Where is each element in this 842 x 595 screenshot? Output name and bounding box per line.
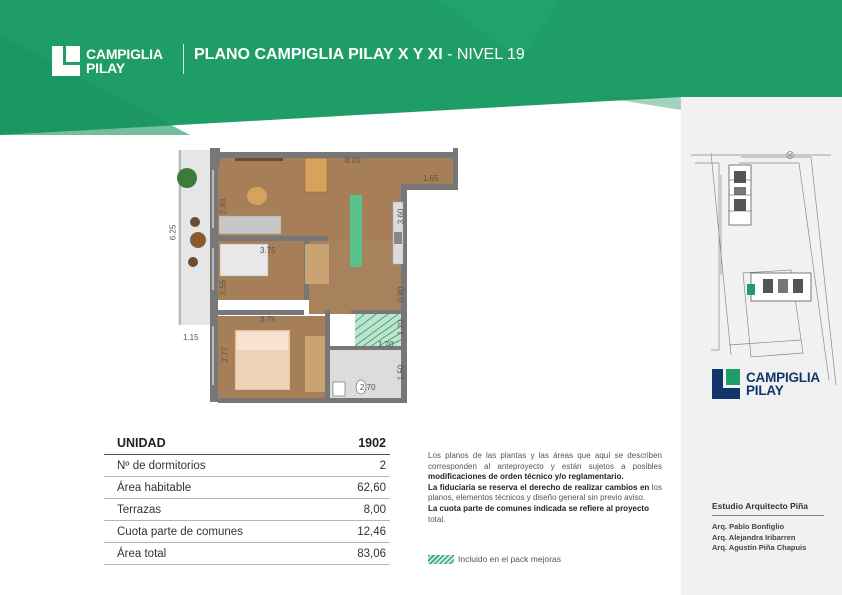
page-title — [194, 46, 525, 64]
unit-table-header — [104, 432, 390, 455]
table-row — [104, 499, 390, 521]
side-brand-line1: CAMPIGLIA — [746, 370, 820, 385]
note-text: los planos, elementos técnicos y diseño general sin previo aviso. — [428, 482, 663, 503]
note-text: total. — [428, 514, 446, 524]
dim-1-15: 1.15 — [183, 333, 199, 342]
dim-2-55: 2.55 — [218, 279, 228, 296]
architect-name: Arq. Agustín Piña Chapuis — [712, 543, 807, 552]
brand-mark-icon — [52, 46, 80, 76]
brand-logo — [52, 46, 163, 76]
note-text: Los planos de las plantas y las áreas que aquí se describen corresponden al anteproyecto y están sujetos a posibles — [428, 451, 662, 471]
row-label: Área habitable — [117, 481, 192, 494]
kitchen-counter — [350, 195, 362, 267]
studio-divider — [712, 515, 824, 516]
row-value: 62,60 — [357, 481, 386, 494]
dim-8-20: 8.20 — [345, 156, 361, 165]
side-brand-name — [746, 371, 820, 397]
row-label: Nº de dormitorios — [117, 459, 206, 472]
dim-1-65: 1.65 — [423, 174, 439, 183]
armchair — [247, 187, 267, 205]
legend — [428, 554, 561, 564]
brand-name-line1: CAMPIGLIA — [86, 46, 163, 62]
floor-plan-drawing — [165, 140, 465, 410]
dim-2-70: 2.70 — [360, 383, 376, 392]
disclaimer-notes — [428, 451, 662, 525]
hatch-swatch-icon — [428, 555, 454, 564]
unit-label: UNIDAD — [117, 436, 166, 450]
note-text-bold: La cuota parte de comunes indicada se refiere al proyecto — [428, 503, 649, 513]
tower-x-outline — [729, 165, 751, 225]
table-row — [104, 455, 390, 477]
title-main: PLANO CAMPIGLIA PILAY X Y XI — [194, 46, 443, 63]
dim-3-75-upper: 3.75 — [260, 246, 276, 255]
site-panel — [681, 97, 842, 595]
brand-name-line2: PILAY — [86, 60, 125, 76]
row-value: 83,06 — [357, 547, 386, 560]
terrace-table — [190, 232, 206, 248]
legend-label: Incluido en el pack mejoras — [458, 554, 562, 564]
row-label: Área total — [117, 547, 167, 560]
dim-1-20: 1.20 — [396, 319, 406, 336]
unit-table — [104, 432, 390, 565]
side-brand-line2: PILAY — [746, 383, 784, 398]
table-row — [104, 521, 390, 543]
architect-name: Arq. Pablo Bonfiglio — [712, 522, 785, 531]
dim-2-93: 2.93 — [218, 198, 228, 215]
side-brand-mark-icon — [712, 369, 740, 399]
row-value: 2 — [379, 459, 386, 472]
site-map — [681, 145, 842, 398]
title-level: NIVEL 19 — [456, 46, 525, 63]
table-row — [104, 477, 390, 499]
row-label: Cuota parte de comunes — [117, 525, 243, 538]
row-label: Terrazas — [117, 503, 162, 516]
brand-name — [86, 47, 163, 75]
sink-icon — [333, 382, 345, 396]
title-separator: - — [442, 46, 457, 63]
row-value: 8,00 — [363, 503, 386, 516]
note-text-bold: La fiduciaria se reserva el derecho de realizar cambios en — [428, 482, 650, 492]
floor-plan — [165, 140, 465, 415]
row-value: 12,46 — [357, 525, 386, 538]
side-brand-logo — [712, 369, 820, 399]
note-text-bold: modificaciones de orden técnico y/o reglamentario. — [428, 472, 624, 482]
dim-1-70: 1.70 — [378, 340, 394, 349]
unit-number: 1902 — [358, 436, 386, 450]
table-row — [104, 543, 390, 565]
tower-xi-outline — [747, 273, 811, 301]
dining-table — [305, 158, 327, 192]
dim-1-50: 1.50 — [396, 364, 406, 381]
studio-name: Estudio Arquitecto Piña — [712, 501, 809, 511]
architect-name: Arq. Alejandra Iribarren — [712, 532, 796, 542]
dim-2-77: 2.77 — [220, 346, 230, 363]
dim-3-60: 3.60 — [396, 208, 406, 225]
architect-list — [712, 522, 806, 554]
dim-6-25: 6.25 — [168, 224, 178, 241]
dim-3-75-lower: 3.75 — [260, 315, 276, 324]
sofa — [219, 216, 281, 234]
plant-icon — [177, 168, 197, 188]
header-divider — [183, 44, 184, 74]
dim-0-80: 0.80 — [396, 286, 406, 303]
